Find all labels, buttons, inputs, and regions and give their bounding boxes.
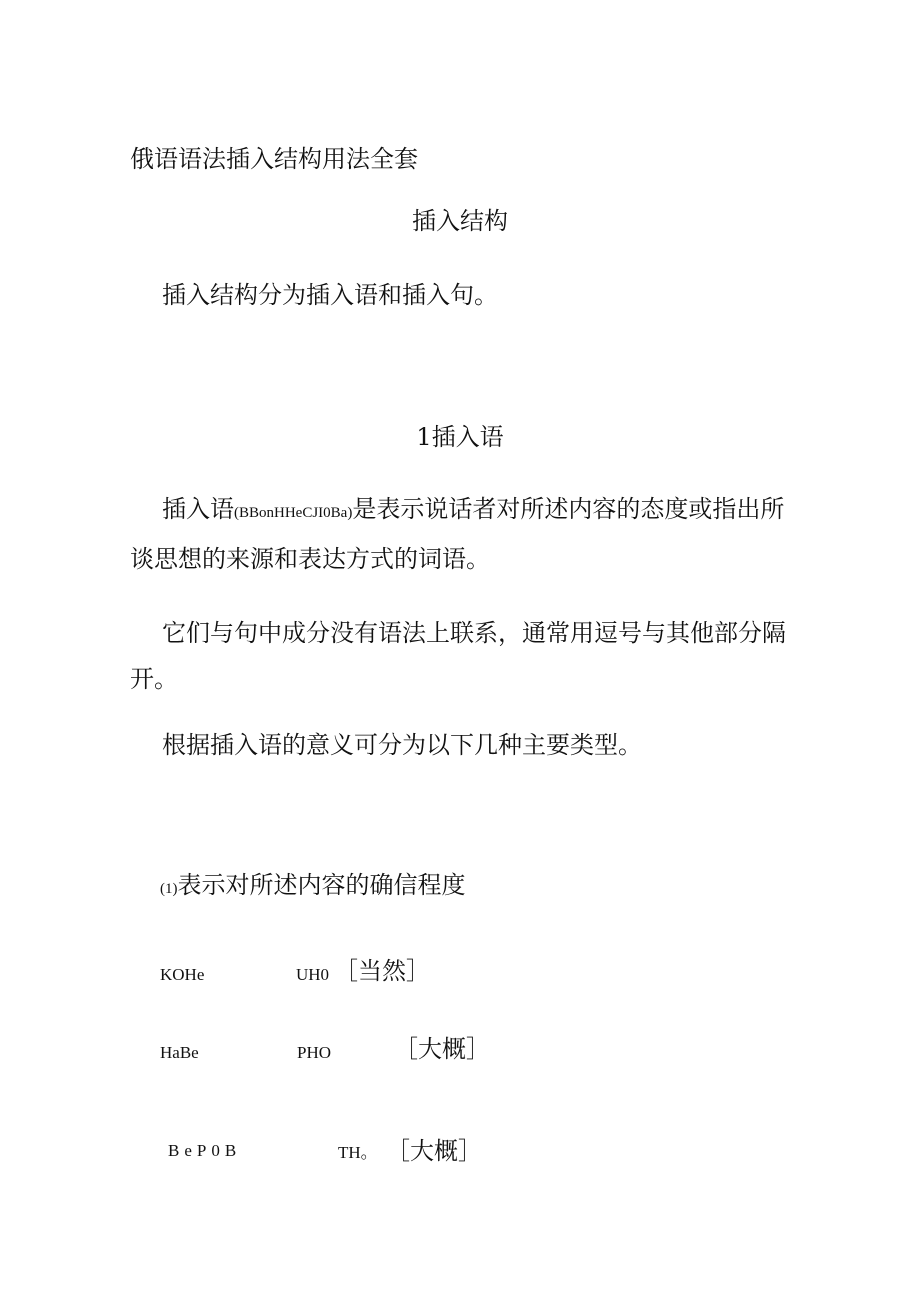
example-word-ending: UH0 — [296, 965, 330, 984]
definition-body: 是表示说话者对所述内容的态度或指出所谈思想的来源和表达方式的词语。 — [130, 495, 785, 573]
document-title: 俄语语法插入结构用法全套 — [130, 145, 418, 173]
example-translation: ［大概］ — [386, 1137, 482, 1165]
example-word-ending: TH。 — [338, 1143, 378, 1162]
definition-lead: 插入语 — [162, 495, 234, 523]
example-word: BeP0B — [168, 1141, 242, 1160]
subsection-heading: 1插入语 — [416, 423, 504, 451]
example-translation: ［当然］ — [334, 957, 430, 985]
definition-paragraph — [130, 486, 790, 582]
category-heading — [160, 868, 466, 906]
russian-term: (BBonHHeCJI0Ba) — [234, 505, 353, 521]
types-paragraph: 根据插入语的意义可分为以下几种主要类型。 — [162, 731, 642, 759]
relation-paragraph: 它们与句中成分没有语法上联系，通常用逗号与其他部分隔开。 — [130, 619, 786, 693]
example-translation: ［大概］ — [394, 1035, 490, 1063]
example-word: HaBe — [160, 1043, 199, 1062]
example-word: KOHe — [160, 965, 205, 984]
category-label: 表示对所述内容的确信程度 — [177, 871, 466, 899]
section-heading: 插入结构 — [412, 207, 508, 235]
example-word-ending: PHO — [297, 1043, 332, 1062]
category-number: (1) — [160, 881, 178, 897]
intro-paragraph: 插入结构分为插入语和插入句。 — [162, 281, 498, 309]
